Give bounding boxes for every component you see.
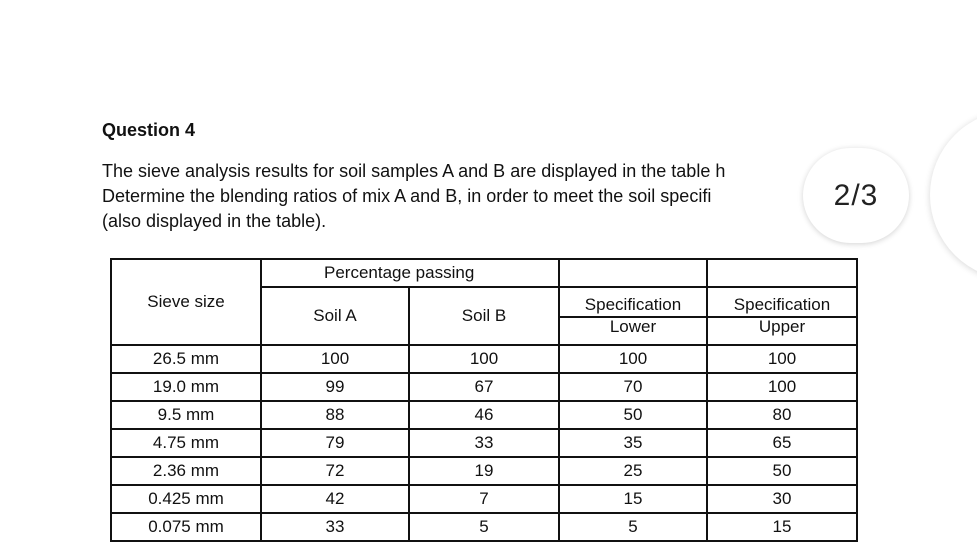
spec-upper-cell: 100 [707, 373, 857, 401]
header-percentage-passing: Percentage passing [324, 263, 475, 282]
table-row [111, 345, 857, 373]
page-indicator[interactable]: 2/3 [803, 148, 909, 243]
question-text [102, 159, 810, 234]
soil-b-cell: 19 [409, 457, 559, 485]
header-soil-b: Soil B [409, 287, 559, 345]
soil-a-cell: 72 [261, 457, 409, 485]
soil-b-cell: 46 [409, 401, 559, 429]
table-row [111, 485, 857, 513]
spec-upper-cell: 100 [707, 345, 857, 373]
table-row [111, 457, 857, 485]
spec-upper-cell: 50 [707, 457, 857, 485]
header-spec-lower: Lower [559, 317, 707, 345]
question-line: The sieve analysis results for soil samples A and B are displayed in the table h [102, 161, 726, 181]
table-row [111, 513, 857, 541]
sieve-size-cell: 0.075 mm [111, 513, 261, 541]
header-spec-lower-title: Specification [559, 287, 707, 317]
question-line: Determine the blending ratios of mix A and B, in order to meet the soil specifi [102, 186, 712, 206]
table-row [111, 401, 857, 429]
question-title: Question 4 [102, 120, 196, 140]
soil-a-cell: 79 [261, 429, 409, 457]
sieve-size-cell: 19.0 mm [111, 373, 261, 401]
soil-b-cell: 100 [409, 345, 559, 373]
sieve-analysis-table [110, 258, 858, 542]
soil-a-cell: 99 [261, 373, 409, 401]
spec-lower-cell: 25 [559, 457, 707, 485]
spec-upper-cell: 80 [707, 401, 857, 429]
spec-lower-cell: 15 [559, 485, 707, 513]
spec-lower-cell: 70 [559, 373, 707, 401]
sieve-size-cell: 26.5 mm [111, 345, 261, 373]
spec-lower-cell: 35 [559, 429, 707, 457]
soil-a-cell: 42 [261, 485, 409, 513]
soil-a-cell: 88 [261, 401, 409, 429]
header-sieve-size: Sieve size [111, 259, 261, 345]
sieve-size-cell: 2.36 mm [111, 457, 261, 485]
table-row [111, 373, 857, 401]
header-spacer [559, 259, 707, 287]
soil-b-cell: 5 [409, 513, 559, 541]
soil-a-cell: 33 [261, 513, 409, 541]
spec-upper-cell: 30 [707, 485, 857, 513]
soil-b-cell: 33 [409, 429, 559, 457]
sieve-size-cell: 9.5 mm [111, 401, 261, 429]
soil-b-cell: 7 [409, 485, 559, 513]
spec-lower-cell: 50 [559, 401, 707, 429]
soil-a-cell: 100 [261, 345, 409, 373]
table-row [111, 429, 857, 457]
soil-b-cell: 67 [409, 373, 559, 401]
header-soil-a: Soil A [261, 287, 409, 345]
spec-lower-cell: 100 [559, 345, 707, 373]
sieve-size-cell: 4.75 mm [111, 429, 261, 457]
next-page-button[interactable] [930, 110, 977, 280]
sieve-size-cell: 0.425 mm [111, 485, 261, 513]
question-line: (also displayed in the table). [102, 211, 327, 231]
spec-upper-cell: 15 [772, 517, 792, 536]
header-spacer [707, 259, 857, 287]
spec-upper-cell: 65 [707, 429, 857, 457]
header-spec-upper-title: Specification [707, 287, 857, 317]
spec-lower-cell: 5 [559, 513, 707, 541]
header-spec-upper: Upper [707, 317, 857, 345]
